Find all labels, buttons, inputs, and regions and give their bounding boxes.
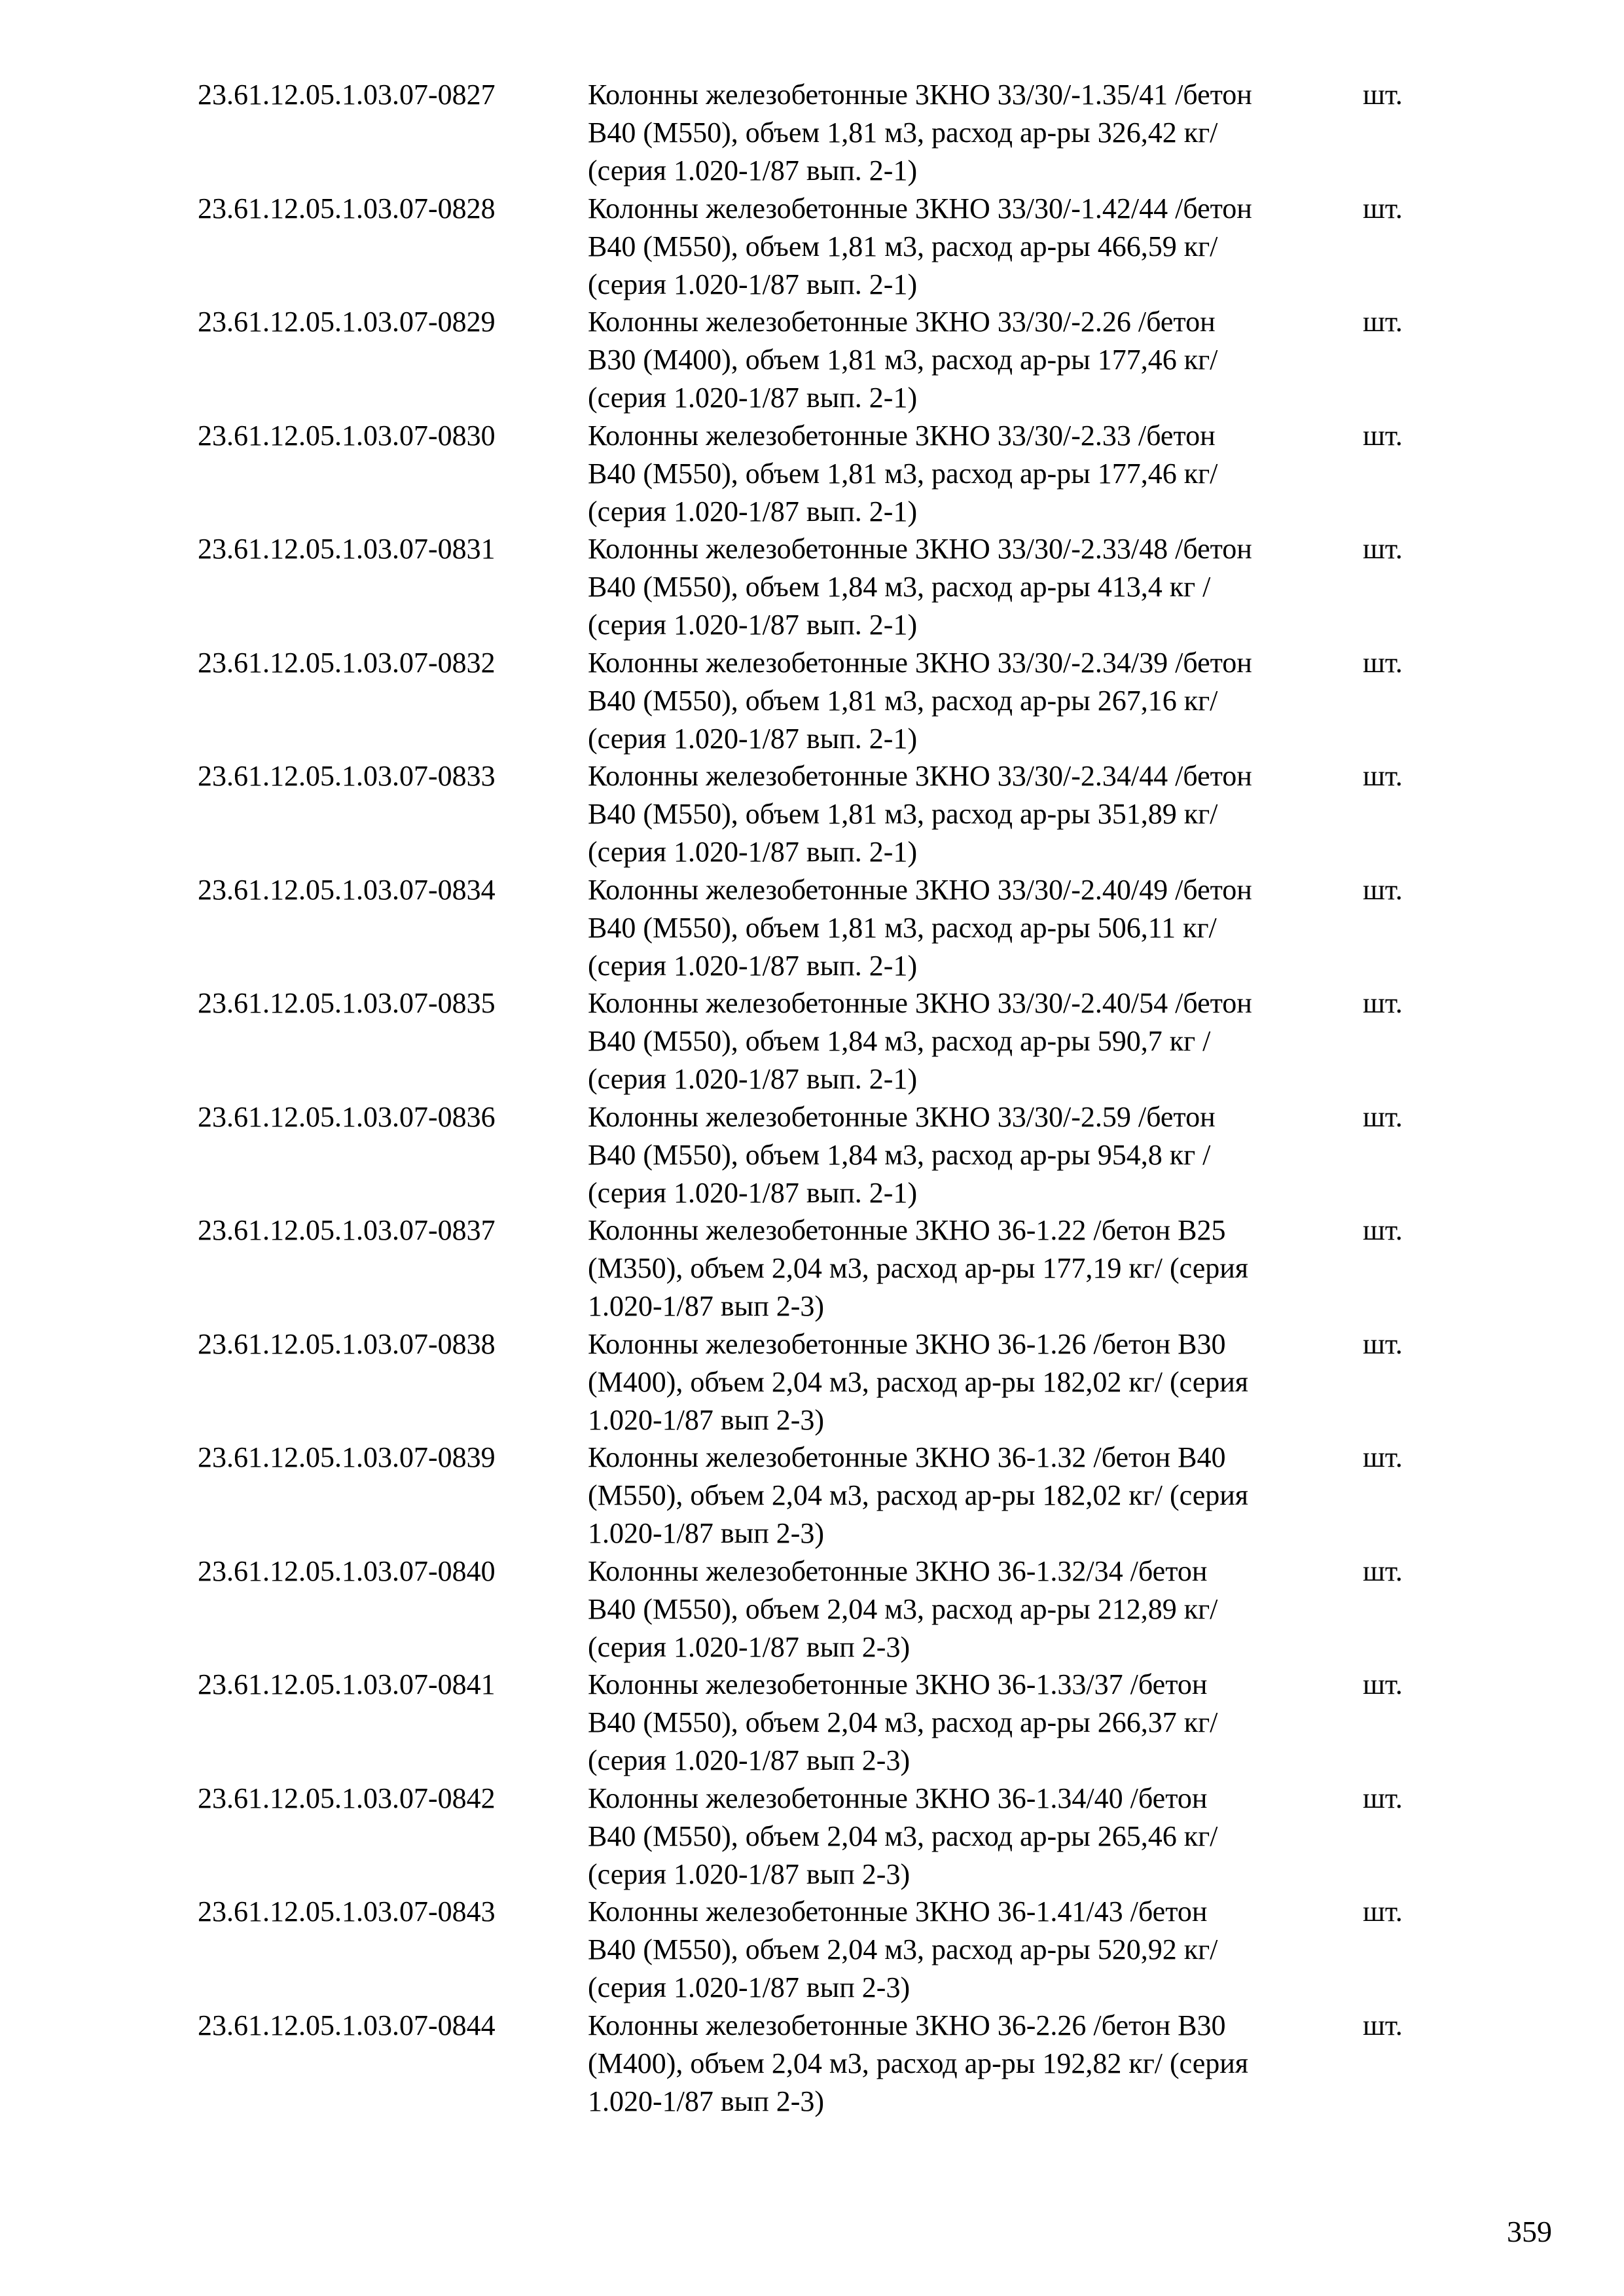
item-code: 23.61.12.05.1.03.07-0843 — [198, 1895, 496, 1928]
item-unit: шт. — [1363, 1100, 1403, 1133]
page-number: 359 — [1507, 2215, 1552, 2248]
item-code: 23.61.12.05.1.03.07-0842 — [198, 1782, 496, 1814]
item-code: 23.61.12.05.1.03.07-0837 — [198, 1214, 496, 1246]
item-description: Колонны железобетонные 3КНО 36-1.33/37 /бетон В40 (М550), объем 2,04 м3, расход ар-ры 266,37 кг/ (серия 1.020-1/87 вып 2-3) — [588, 1668, 1218, 1776]
item-code: 23.61.12.05.1.03.07-0838 — [198, 1327, 496, 1360]
item-code: 23.61.12.05.1.03.07-0836 — [198, 1100, 496, 1133]
item-code: 23.61.12.05.1.03.07-0827 — [198, 79, 496, 111]
item-unit: шт. — [1363, 760, 1403, 792]
item-description: Колонны железобетонные 3КНО 33/30/-2.34/44 /бетон В40 (М550), объем 1,81 м3, расход ар-ры 351,89 кг/ (серия 1.020-1/87 вып. 2-1) — [588, 760, 1252, 868]
item-description: Колонны железобетонные 3КНО 36-1.26 /бетон В30 (М400), объем 2,04 м3, расход ар-ры 182,02 кг/ (серия 1.020-1/87 вып 2-3) — [588, 1327, 1249, 1436]
item-unit: шт. — [1363, 987, 1403, 1019]
item-unit: шт. — [1363, 2009, 1403, 2041]
item-description: Колонны железобетонные 3КНО 36-2.26 /бетон В30 (М400), объем 2,04 м3, расход ар-ры 192,82 кг/ (серия 1.020-1/87 вып 2-3) — [588, 2009, 1249, 2117]
item-code: 23.61.12.05.1.03.07-0833 — [198, 760, 496, 792]
item-code: 23.61.12.05.1.03.07-0835 — [198, 987, 496, 1019]
item-code: 23.61.12.05.1.03.07-0830 — [198, 419, 496, 452]
item-description: Колонны железобетонные 3КНО 36-1.41/43 /бетон В40 (М550), объем 2,04 м3, расход ар-ры 520,92 кг/ (серия 1.020-1/87 вып 2-3) — [588, 1895, 1218, 2003]
table-row — [198, 1893, 1441, 2007]
table-row — [198, 1325, 1441, 1439]
item-unit: шт. — [1363, 79, 1403, 111]
item-unit: шт. — [1363, 192, 1403, 224]
table-row — [198, 871, 1441, 985]
item-unit: шт. — [1363, 873, 1403, 906]
table-row — [198, 1666, 1441, 1780]
table-row — [198, 530, 1441, 644]
item-code: 23.61.12.05.1.03.07-0834 — [198, 873, 496, 906]
catalog-table — [198, 76, 1441, 2120]
table-row — [198, 190, 1441, 304]
item-unit: шт. — [1363, 306, 1403, 338]
item-description: Колонны железобетонные 3КНО 33/30/-2.33/48 /бетон В40 (М550), объем 1,84 м3, расход ар-ры 413,4 кг / (серия 1.020-1/87 вып. 2-1) — [588, 533, 1252, 641]
item-code: 23.61.12.05.1.03.07-0841 — [198, 1668, 496, 1700]
item-code: 23.61.12.05.1.03.07-0840 — [198, 1554, 496, 1587]
item-unit: шт. — [1363, 646, 1403, 679]
table-row — [198, 1439, 1441, 1552]
table-row — [198, 76, 1441, 190]
item-code: 23.61.12.05.1.03.07-0839 — [198, 1441, 496, 1473]
item-description: Колонны железобетонные 3КНО 36-1.22 /бетон В25 (М350), объем 2,04 м3, расход ар-ры 177,19 кг/ (серия 1.020-1/87 вып 2-3) — [588, 1214, 1249, 1322]
item-code: 23.61.12.05.1.03.07-0828 — [198, 192, 496, 224]
item-description: Колонны железобетонные 3КНО 33/30/-2.40/49 /бетон В40 (М550), объем 1,81 м3, расход ар-ры 506,11 кг/ (серия 1.020-1/87 вып. 2-1) — [588, 873, 1252, 982]
table-row — [198, 984, 1441, 1098]
table-row — [198, 1098, 1441, 1212]
item-unit: шт. — [1363, 1214, 1403, 1246]
item-unit: шт. — [1363, 533, 1403, 565]
item-description: Колонны железобетонные 3КНО 33/30/-1.35/41 /бетон В40 (М550), объем 1,81 м3, расход ар-ры 326,42 кг/ (серия 1.020-1/87 вып. 2-1) — [588, 79, 1252, 187]
item-unit: шт. — [1363, 1441, 1403, 1473]
item-unit: шт. — [1363, 1895, 1403, 1928]
item-code: 23.61.12.05.1.03.07-0831 — [198, 533, 496, 565]
item-description: Колонны железобетонные 3КНО 33/30/-2.59 /бетон В40 (М550), объем 1,84 м3, расход ар-ры 954,8 кг / (серия 1.020-1/87 вып. 2-1) — [588, 1100, 1216, 1209]
table-row — [198, 2007, 1441, 2121]
item-description: Колонны железобетонные 3КНО 33/30/-2.34/39 /бетон В40 (М550), объем 1,81 м3, расход ар-ры 267,16 кг/ (серия 1.020-1/87 вып. 2-1) — [588, 646, 1252, 755]
item-code: 23.61.12.05.1.03.07-0829 — [198, 306, 496, 338]
item-description: Колонны железобетонные 3КНО 33/30/-2.33 /бетон В40 (М550), объем 1,81 м3, расход ар-ры 177,46 кг/ (серия 1.020-1/87 вып. 2-1) — [588, 419, 1218, 528]
item-code: 23.61.12.05.1.03.07-0844 — [198, 2009, 496, 2041]
table-row — [198, 757, 1441, 871]
item-code: 23.61.12.05.1.03.07-0832 — [198, 646, 496, 679]
item-unit: шт. — [1363, 1327, 1403, 1360]
table-row — [198, 644, 1441, 758]
item-unit: шт. — [1363, 419, 1403, 452]
item-description: Колонны железобетонные 3КНО 36-1.32 /бетон В40 (М550), объем 2,04 м3, расход ар-ры 182,02 кг/ (серия 1.020-1/87 вып 2-3) — [588, 1441, 1249, 1549]
table-row — [198, 1552, 1441, 1666]
item-description: Колонны железобетонные 3КНО 33/30/-1.42/44 /бетон В40 (М550), объем 1,81 м3, расход ар-ры 466,59 кг/ (серия 1.020-1/87 вып. 2-1) — [588, 192, 1252, 300]
table-row — [198, 303, 1441, 417]
item-description: Колонны железобетонные 3КНО 33/30/-2.26 /бетон В30 (М400), объем 1,81 м3, расход ар-ры 177,46 кг/ (серия 1.020-1/87 вып. 2-1) — [588, 306, 1218, 414]
item-unit: шт. — [1363, 1668, 1403, 1700]
item-unit: шт. — [1363, 1782, 1403, 1814]
table-row — [198, 1211, 1441, 1325]
item-description: Колонны железобетонные 3КНО 36-1.34/40 /бетон В40 (М550), объем 2,04 м3, расход ар-ры 265,46 кг/ (серия 1.020-1/87 вып 2-3) — [588, 1782, 1218, 1890]
item-unit: шт. — [1363, 1554, 1403, 1587]
table-row — [198, 1780, 1441, 1893]
item-description: Колонны железобетонные 3КНО 36-1.32/34 /бетон В40 (М550), объем 2,04 м3, расход ар-ры 212,89 кг/ (серия 1.020-1/87 вып 2-3) — [588, 1554, 1218, 1663]
table-row — [198, 417, 1441, 531]
item-description: Колонны железобетонные 3КНО 33/30/-2.40/54 /бетон В40 (М550), объем 1,84 м3, расход ар-ры 590,7 кг / (серия 1.020-1/87 вып. 2-1) — [588, 987, 1252, 1095]
